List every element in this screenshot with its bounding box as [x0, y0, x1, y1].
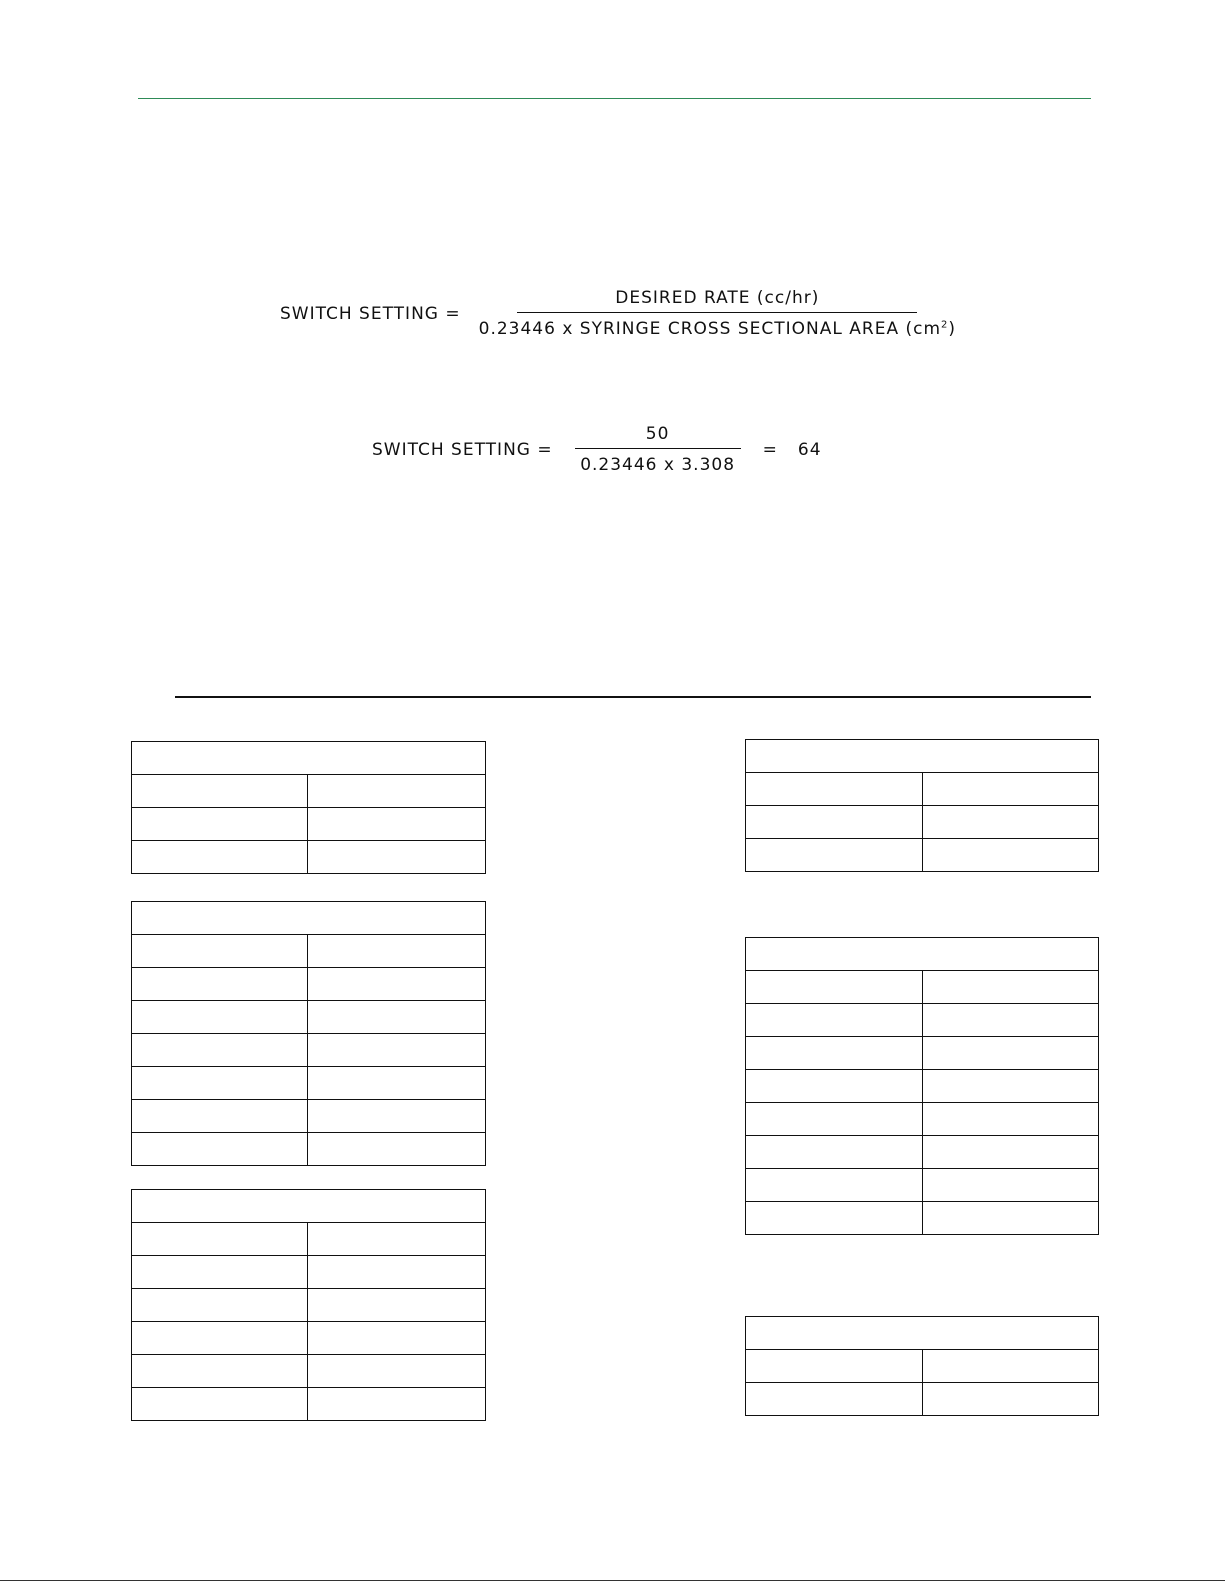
table-cell: [923, 1070, 1099, 1103]
table-left-2: [131, 901, 486, 1166]
table-row: [746, 1103, 1099, 1136]
table-row: [132, 1388, 486, 1421]
table-cell: [923, 1169, 1099, 1202]
table-cell: [746, 1350, 923, 1383]
table-row: [132, 935, 486, 968]
table-row: [132, 1067, 486, 1100]
table-right-3: [745, 1316, 1099, 1416]
formula-numerator: DESIRED RATE (cc/hr): [517, 288, 917, 313]
table-cell: [746, 971, 923, 1004]
table-cell: [923, 773, 1099, 806]
table-cell: [308, 1388, 486, 1421]
example-lhs: SWITCH SETTING =: [372, 439, 553, 460]
table-cell: [132, 1355, 308, 1388]
bottom-divider: [0, 1580, 1225, 1581]
table-row: [132, 1322, 486, 1355]
table-cell: [308, 1289, 486, 1322]
table-cell: [132, 1289, 308, 1322]
table-row: [132, 1256, 486, 1289]
table-row: [132, 808, 486, 841]
example-denominator: 0.23446 x 3.308: [580, 455, 736, 475]
table-cell: [132, 808, 308, 841]
table-cell: [132, 841, 308, 874]
table-header: [746, 938, 1099, 971]
table-cell: [308, 841, 486, 874]
table-row: [132, 1001, 486, 1034]
table-right-1: [745, 739, 1099, 872]
table-cell: [132, 1256, 308, 1289]
table-cell: [308, 1001, 486, 1034]
table-cell: [308, 1223, 486, 1256]
table-cell: [132, 1001, 308, 1034]
table-cell: [746, 839, 923, 872]
table-cell: [923, 1004, 1099, 1037]
formula-fraction: [479, 288, 956, 339]
table-cell: [132, 1322, 308, 1355]
table-row: [746, 1004, 1099, 1037]
table-header: [746, 1317, 1099, 1350]
table-cell: [308, 775, 486, 808]
switch-setting-formula: [280, 288, 956, 339]
table-row: [746, 971, 1099, 1004]
table-cell: [923, 806, 1099, 839]
table-cell: [132, 1100, 308, 1133]
table-cell: [746, 1136, 923, 1169]
example-equals: =: [762, 439, 778, 460]
table-cell: [746, 1169, 923, 1202]
formula-denominator-text: 0.23446 x SYRINGE CROSS SECTIONAL AREA (cm: [478, 319, 942, 339]
example-result: 64: [797, 439, 822, 460]
table-cell: [308, 1133, 486, 1166]
table-cell: [923, 1350, 1099, 1383]
table-row: [132, 1355, 486, 1388]
table-left-3: [131, 1189, 486, 1421]
table-cell: [746, 1202, 923, 1235]
table-cell: [132, 935, 308, 968]
table-cell: [923, 1383, 1099, 1416]
table-row: [132, 1289, 486, 1322]
table-cell: [746, 1070, 923, 1103]
example-numerator: 50: [575, 424, 741, 449]
table-row: [132, 968, 486, 1001]
table-cell: [746, 1037, 923, 1070]
table-cell: [746, 1004, 923, 1037]
table-cell: [923, 1202, 1099, 1235]
table-row: [132, 1034, 486, 1067]
table-row: [132, 1100, 486, 1133]
table-cell: [132, 1034, 308, 1067]
table-row: [746, 1136, 1099, 1169]
table-row: [746, 1350, 1099, 1383]
table-cell: [923, 1103, 1099, 1136]
table-left-1: [131, 741, 486, 874]
table-cell: [308, 1256, 486, 1289]
table-cell: [308, 1100, 486, 1133]
table-cell: [308, 968, 486, 1001]
table-cell: [308, 935, 486, 968]
table-right-2: [745, 937, 1099, 1235]
table-cell: [132, 1388, 308, 1421]
section-divider: [175, 696, 1091, 698]
table-row: [746, 1037, 1099, 1070]
table-row: [746, 806, 1099, 839]
table-cell: [923, 1136, 1099, 1169]
table-header: [132, 742, 486, 775]
table-cell: [132, 1067, 308, 1100]
table-cell: [132, 1223, 308, 1256]
table-cell: [132, 968, 308, 1001]
table-row: [746, 1383, 1099, 1416]
table-row: [132, 1223, 486, 1256]
table-cell: [923, 1037, 1099, 1070]
formula-lhs: SWITCH SETTING =: [280, 303, 461, 324]
table-header: [746, 740, 1099, 773]
table-cell: [132, 1133, 308, 1166]
table-cell: [746, 806, 923, 839]
table-cell: [746, 1383, 923, 1416]
table-cell: [308, 1355, 486, 1388]
table-row: [132, 775, 486, 808]
example-fraction: [575, 424, 741, 475]
table-cell: [923, 971, 1099, 1004]
table-cell: [132, 775, 308, 808]
table-cell: [923, 839, 1099, 872]
table-row: [132, 1133, 486, 1166]
table-header: [132, 902, 486, 935]
table-cell: [746, 773, 923, 806]
table-row: [132, 841, 486, 874]
table-row: [746, 1169, 1099, 1202]
table-header: [132, 1190, 486, 1223]
table-row: [746, 1202, 1099, 1235]
formula-denominator: [479, 313, 956, 339]
formula-denominator-exponent: 2: [941, 319, 949, 331]
switch-setting-example: [372, 424, 822, 475]
top-divider: [138, 98, 1091, 99]
table-cell: [308, 1034, 486, 1067]
table-cell: [308, 1067, 486, 1100]
table-cell: [746, 1103, 923, 1136]
table-row: [746, 773, 1099, 806]
table-row: [746, 1070, 1099, 1103]
formula-denominator-close: ): [948, 319, 957, 339]
table-row: [746, 839, 1099, 872]
table-cell: [308, 1322, 486, 1355]
table-cell: [308, 808, 486, 841]
